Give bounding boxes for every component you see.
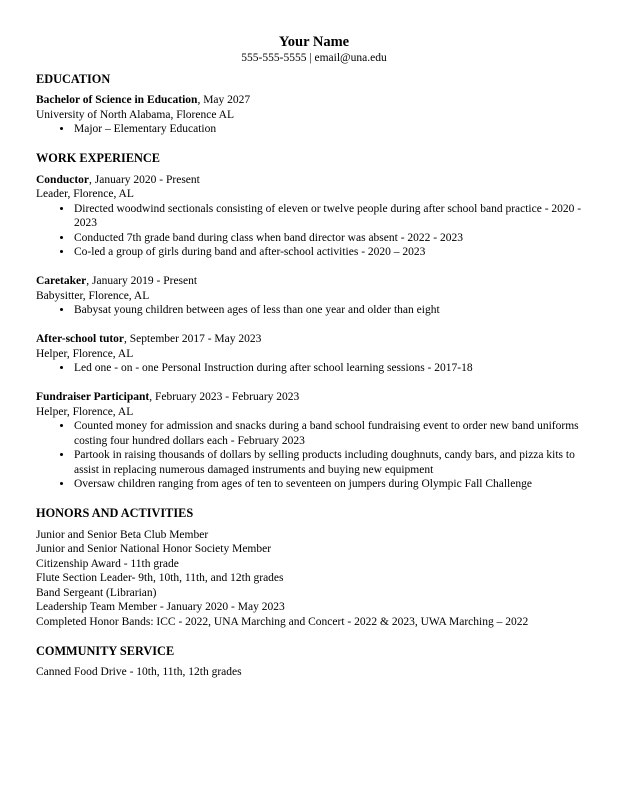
job-title-line: [36, 390, 592, 405]
resume-header: [36, 33, 592, 66]
honors-line: Flute Section Leader- 9th, 10th, 11th, and 12th grades: [36, 572, 284, 584]
job-dates: , September 2017 - May 2023: [124, 333, 262, 345]
school-line: University of North Alabama, Florence AL: [36, 108, 235, 121]
honors-line: Completed Honor Bands: ICC - 2022, UNA Marching and Concert - 2022 & 2023, UWA Marching – 2022: [36, 615, 529, 628]
education-bullets: [36, 122, 592, 137]
job-subtitle: Babysitter, Florence, AL: [36, 289, 150, 302]
honors-line: Junior and Senior Beta Club Member: [36, 528, 209, 541]
job-title: Conductor: [36, 173, 90, 186]
job-dates: , February 2023 - February 2023: [149, 391, 300, 403]
job-entry-caretaker: [36, 274, 592, 318]
job-entry-fundraiser-participant: [36, 390, 592, 492]
job-dates: , January 2020 - Present: [89, 173, 200, 186]
honors-line: Junior and Senior National Honor Society Member: [36, 543, 272, 555]
bullet-item: • Conducted 7th grade band during class when band director was absent - 2022 - 2023: [73, 231, 592, 246]
community-line: Canned Food Drive - 10th, 11th, 12th grades: [36, 666, 242, 678]
contact-line: 555-555-5555 | email@una.edu: [241, 52, 387, 64]
job-entry-after-school-tutor: [36, 332, 592, 376]
bullet-item: • Major – Elementary Education: [73, 122, 592, 137]
honors-lines: [36, 528, 592, 630]
section-education: [36, 72, 592, 137]
section-heading-community-service: COMMUNITY SERVICE: [36, 643, 175, 658]
bullet-item: • Led one - on - one Personal Instruction during after school learning sessions - 2017-18: [73, 361, 592, 376]
job-title: Fundraiser Participant: [36, 391, 150, 403]
resume-name: Your Name: [278, 34, 350, 50]
bullet-item: • Counted money for admission and snacks during a band school fundraising event to order new band uniforms costing four hundred dollars each - February 2023: [73, 419, 592, 448]
job-title: Caretaker: [36, 275, 87, 287]
job-title-line: [36, 173, 592, 188]
bullet-item: • Partook in raising thousands of dollars by selling products including doughnuts, candy bars, and pizza kits to assist in replacing numerous damaged instruments and buying new equipment: [73, 448, 592, 477]
section-community-service: [36, 644, 592, 680]
honors-line: Citizenship Award - 11th grade: [36, 557, 179, 570]
section-work-experience: [36, 151, 592, 492]
degree-dates: , May 2027: [197, 94, 251, 106]
degree-line: [36, 93, 592, 108]
section-honors-activities: [36, 506, 592, 629]
job-title: After-school tutor: [36, 333, 125, 345]
honors-line: Band Sergeant (Librarian): [36, 586, 157, 599]
job-subtitle: Helper, Florence, AL: [36, 347, 134, 360]
job-bullets: [36, 361, 592, 376]
section-heading-honors-activities: HONORS AND ACTIVITIES: [36, 506, 194, 520]
education-entry: [36, 93, 592, 137]
honors-line: Leadership Team Member - January 2020 - May 2023: [36, 601, 285, 613]
section-heading-work-experience: WORK EXPERIENCE: [36, 151, 161, 165]
job-subtitle: Helper, Florence, AL: [36, 405, 134, 418]
bullet-item: • Babysat young children between ages of less than one year and older than eight: [73, 303, 592, 318]
section-heading-education: EDUCATION: [36, 71, 111, 86]
job-bullets: [36, 303, 592, 318]
degree-title: Bachelor of Science in Education: [36, 94, 198, 106]
community-lines: [36, 665, 592, 680]
job-bullets: [36, 419, 592, 492]
job-subtitle: Leader, Florence, AL: [36, 188, 134, 200]
bullet-item: • Directed woodwind sectionals consisting of eleven or twelve people during after school band practice - 2020 - 2023: [73, 202, 592, 231]
job-dates: , January 2019 - Present: [86, 275, 198, 287]
job-title-line: [36, 332, 592, 347]
job-title-line: [36, 274, 592, 289]
job-bullets: [36, 202, 592, 260]
bullet-item: • Oversaw children ranging from ages of ten to seventeen on jumpers during Olympic Fall Challenge: [73, 477, 592, 492]
job-entry-conductor: [36, 173, 592, 260]
bullet-item: • Co-led a group of girls during band and after-school activities - 2020 – 2023: [73, 245, 592, 260]
